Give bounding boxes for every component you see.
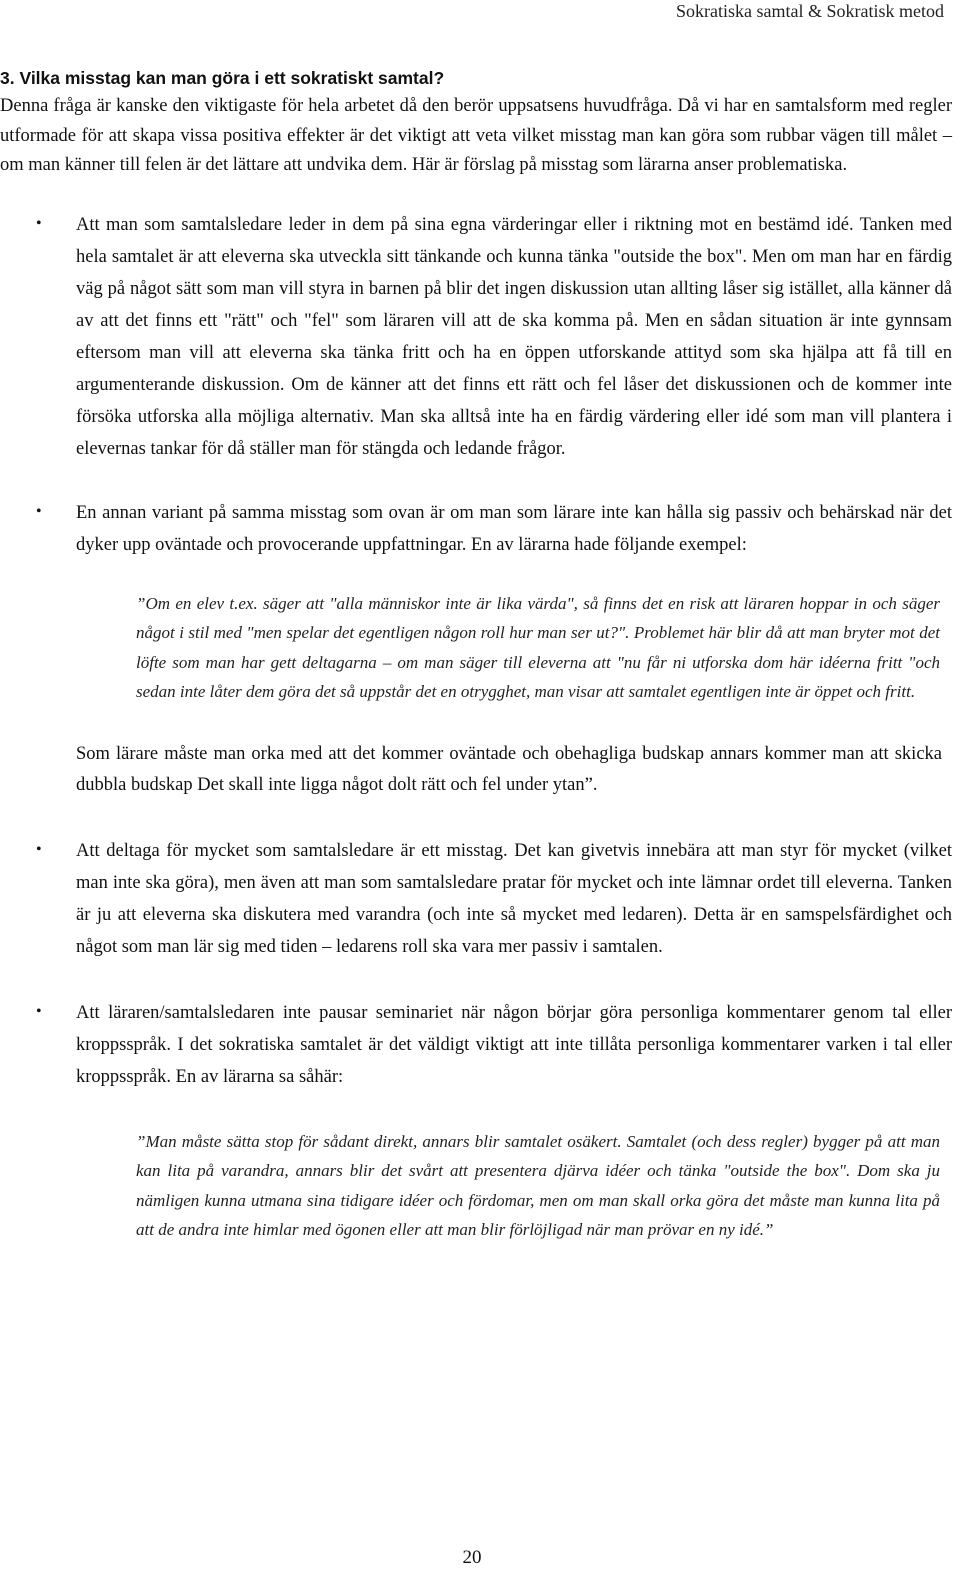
page-content	[0, 64, 952, 1245]
bullet-icon: •	[36, 214, 42, 232]
teacher-quote: ”Man måste sätta stop för sådant direkt, annars blir samtalet osäkert. Samtalet (och dess regler) bygger på att man kan lita på varandra, annars blir det svårt att presentera djärva idéer och tänka "outside the box". Dom ska ju nämligen kunna utmana sina tidigare idéer och fördomar, men om man skall orka göra det måste man kunna lita på att de andra inte himlar med ögonen eller att man blir förlöjligad när man prövar en ny idé.”	[136, 1131, 940, 1239]
list-item	[0, 209, 952, 465]
quote-continuation: Som lärare måste man orka med att det kommer oväntade och obehagliga budskap annars kommer man att skicka dubbla budskap Det skall inte ligga något dolt rätt och fel under ytan”.	[76, 743, 942, 795]
bullet-icon: •	[36, 502, 42, 520]
bullet-icon: •	[36, 840, 42, 858]
list-item	[0, 835, 952, 963]
intro-paragraph: Denna fråga är kanske den viktigaste för hela arbetet då den berör uppsatsens huvudfråga. Då vi har en samtalsform med regler utformade för att skapa vissa positiva effekter är det viktigt att veta vilket misstag man kan göra som rubbar vägen till målet – om man känner till felen är det lättare att undvika dem. Här är förslag på misstag som lärarna anser problematiska.	[0, 96, 952, 175]
list-item-text: Att man som samtalsledare leder in dem på sina egna värderingar eller i riktning mot en bestämd idé. Tanken med hela samtalet är att eleverna ska utveckla sitt tänkande och kunna tänka "outside the box". Men om man har en färdig väg på något sätt som man vill styra in barnen på blir det ingen diskussion utan allting låser sig istället, alla känner då av att det finns ett "rätt" och "fel" som läraren vill att de ska komma på. Men en sådan situation är inte gynnsam eftersom man vill att eleverna ska tänka fritt och ha en öppen utforskande attityd som ska hjälpa att få till en argumenterande diskussion. Om de känner att det finns ett rätt och fel låser det diskussionen och de kommer inte försöka utforska alla möjliga alternativ. Man ska alltså inte ha en färdig värdering eller idé som man vill plantera i elevernas tankar för då ställer man för stängda och ledande frågor.	[76, 214, 952, 459]
list-item	[0, 997, 952, 1093]
list-item	[0, 497, 952, 561]
list-item-text: Att deltaga för mycket som samtalsledare är ett misstag. Det kan givetvis innebära att man styr för mycket (vilket man inte ska göra), men även att man som samtalsledare pratar för mycket och inte lämnar ordet till eleverna. Tanken är ju att eleverna ska diskutera med varandra (och inte så mycket med ledaren). Detta är en samspelsfärdighet och något som man lär sig med tiden – ledarens roll ska vara mer passiv i samtalen.	[76, 840, 952, 957]
running-header: Sokratiska samtal & Sokratisk metod	[676, 1, 944, 21]
section-heading: 3. Vilka misstag kan man göra i ett sokratiskt samtal?	[0, 68, 445, 88]
list-item-text: Att läraren/samtalsledaren inte pausar seminariet när någon börjar göra personliga kommentarer genom tal eller kroppsspråk. I det sokratiska samtalet är det väldigt viktigt att inte tillåta personliga kommentarer varken i tal eller kroppsspråk. En av lärarna sa såhär:	[76, 1002, 952, 1087]
list-item-text: En annan variant på samma misstag som ovan är om man som lärare inte kan hålla sig passiv och behärskad när det dyker upp oväntade och provocerande uppfattningar. En av lärarna hade följande exempel:	[76, 502, 952, 555]
teacher-quote: ”Om en elev t.ex. säger att "alla människor inte är lika värda", så finns det en risk att läraren hoppar in och säger något i stil med "men spelar det egentligen någon roll hur man ser ut?". Problemet här blir då att man bryter mot det löfte som man har gett deltagarna – om man säger till eleverna att "nu får ni utforska dom här idéerna fritt "och sedan inte låter dem göra det så uppstår det en otrygghet, man visar att samtalet egentligen inte är öppet och fritt.	[136, 593, 940, 701]
bullet-icon: •	[36, 1002, 42, 1020]
page-number: 20	[462, 1547, 482, 1568]
